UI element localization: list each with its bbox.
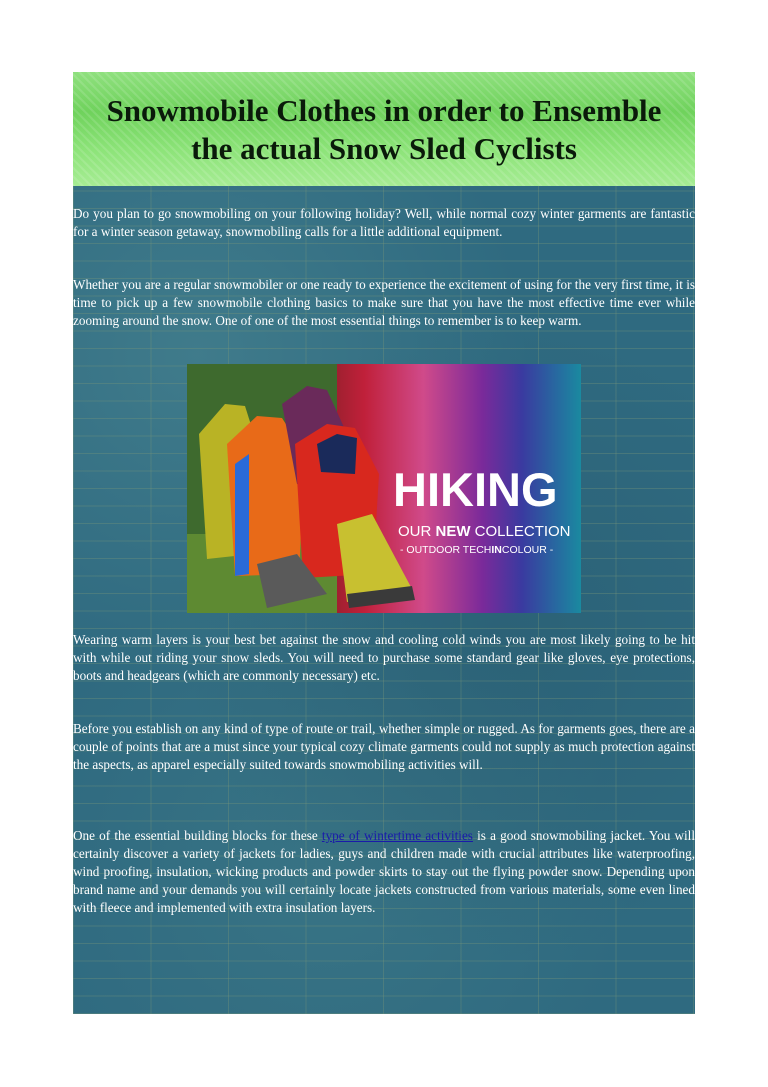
hiking-collection-image bbox=[187, 364, 581, 613]
wintertime-activities-link[interactable]: type of wintertime activities bbox=[321, 828, 473, 843]
hero-tagline-accent: IN bbox=[491, 544, 502, 556]
hero-subline-prefix: OUR bbox=[398, 523, 436, 540]
paragraph-3: Wearing warm layers is your best bet against the snow and cooling cold winds you are most likely going to be hit with while out riding your snow sleds. You will need to purchase some standard gear like gloves, eye protections, boots and headgears (which are commonly necessary) etc. bbox=[73, 632, 695, 683]
paragraph-1: Do you plan to go snowmobiling on your following holiday? Well, while normal cozy winter garments are fantastic for a winter season getaway, snowmobiling calls for a little additional equipment. bbox=[73, 206, 695, 239]
title-line-1: Snowmobile Clothes in order to Ensemble bbox=[106, 93, 662, 128]
paragraph-2: Whether you are a regular snowmobiler or one ready to experience the excitement of using for the very first time, it is time to pick up a few snowmobile clothing basics to make sure that you have the most effective time ever while zooming around the snow. One of one of the most essential things to remember is to keep warm. bbox=[73, 277, 695, 328]
paragraph-4: Before you establish on any kind of type of route or trail, whether simple or rugged. As for garments goes, there are a couple of points that are a must since your typical cozy climate garments could not supply as much protection against the aspects, as apparel especially suited towards snowmobiling activities will. bbox=[73, 721, 695, 772]
paragraph-5-end: is a good snowmobiling jacket. You will certainly discover a variety of jackets for ladies, guys and children made with crucial attributes like waterproofing, wind proofing, insulation, wicking products and powder skirts to stay out the flying powder snow. Depending upon brand name and your demands you will certainly locate jackets constructed from various materials, some even lined with fleece and implemented with extra insulation layers. bbox=[73, 828, 695, 915]
hero-subline-suffix: COLLECTION bbox=[470, 523, 571, 540]
title-line-2: the actual Snow Sled Cyclists bbox=[191, 131, 577, 166]
hero-subline bbox=[398, 523, 571, 540]
hero-subline-accent: NEW bbox=[435, 523, 471, 540]
document-page bbox=[73, 72, 695, 1014]
paragraph-5 bbox=[73, 827, 695, 917]
hero-tagline-prefix: - OUTDOOR TECH bbox=[400, 544, 492, 556]
hero-illustration bbox=[187, 364, 581, 613]
hero-tagline-suffix: COLOUR - bbox=[501, 544, 554, 556]
title-banner bbox=[73, 72, 695, 186]
paragraph-5-start: One of the essential building blocks for these bbox=[73, 828, 322, 843]
page-title bbox=[73, 92, 695, 168]
hero-tagline bbox=[400, 544, 554, 556]
hero-headline: HIKING bbox=[393, 463, 558, 516]
